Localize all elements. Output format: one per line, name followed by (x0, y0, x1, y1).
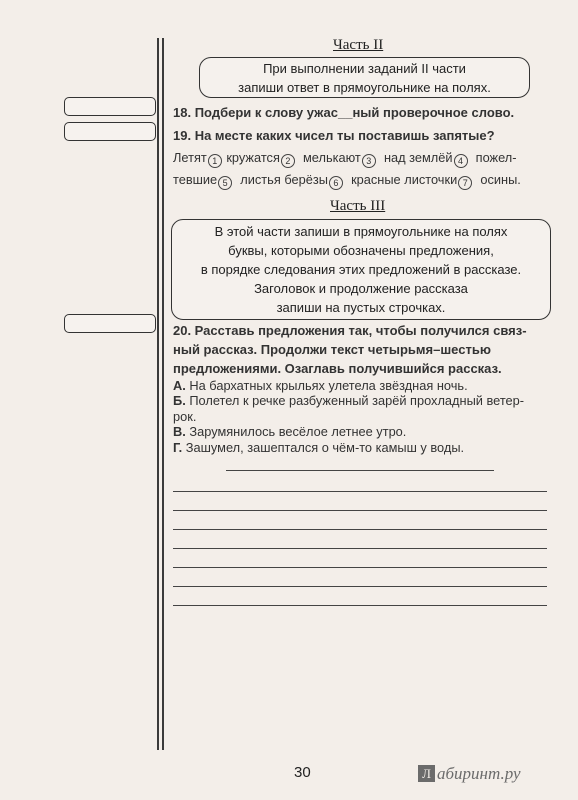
answer-box-19[interactable] (64, 122, 156, 141)
part2-instruction-box (199, 57, 530, 98)
margin-line-left (157, 38, 159, 750)
sentence-a-text: На бархатных крыльях улетела звёздная ночь. (189, 378, 468, 393)
sentence-g (173, 440, 553, 456)
word-8: красные листочки (351, 172, 458, 187)
word-9: осины. (480, 172, 521, 187)
number-circle-1: 1 (208, 154, 222, 168)
page-number: 30 (294, 764, 311, 781)
task-18-text: Подбери к слову ужас__ный проверочное слово. (194, 105, 515, 120)
number-circle-7: 7 (458, 176, 472, 190)
word-5: пожел- (475, 150, 517, 165)
writing-line[interactable] (173, 510, 547, 511)
word-3: мелькают (303, 150, 361, 165)
number-circle-3: 3 (362, 154, 376, 168)
sentence-g-text: Зашумел, зашептался о чём-то камыш у воды. (185, 440, 465, 455)
part3-note-line4: Заголовок и продолжение рассказа (254, 281, 468, 296)
writing-line[interactable] (173, 586, 547, 587)
part2-title: Часть II (333, 37, 384, 53)
word-2: кружатся (226, 150, 280, 165)
part3-note-line3: в порядке следования этих предложений в рассказе. (200, 262, 522, 277)
part3-note-line1: В этой части запиши в прямоугольнике на полях (214, 224, 508, 239)
sentence-v-label: В. (173, 424, 186, 439)
part2-note-line1: При выполнении заданий II части (263, 61, 466, 76)
sentence-b-label: Б. (173, 393, 186, 408)
word-7: листья берёзы (240, 172, 328, 187)
sentence-b (173, 393, 553, 425)
word-4: над землёй (383, 150, 453, 165)
part3-note-line2: буквы, которыми обозначены предложения, (228, 243, 494, 258)
task-20-line3: предложениями. Озаглавь получившийся рассказ. (173, 361, 502, 376)
word-1: Летят (173, 150, 207, 165)
writing-line[interactable] (173, 567, 547, 568)
writing-line-title[interactable] (226, 470, 494, 471)
task-18-number: 18. (173, 105, 192, 120)
answer-box-18[interactable] (64, 97, 156, 116)
sentence-v-text: Зарумянилось весёлое летнее утро. (189, 424, 407, 439)
task-20-line1: 20. Расставь предложения так, чтобы получился связ- (173, 323, 527, 338)
writing-line[interactable] (173, 548, 547, 549)
task-18 (173, 105, 514, 120)
number-circle-6: 6 (329, 176, 343, 190)
writing-line[interactable] (173, 529, 547, 530)
answer-box-20[interactable] (64, 314, 156, 333)
sentence-v (173, 424, 553, 440)
sentence-g-label: Г. (173, 440, 183, 455)
sentence-b-text1: Полетел к речке разбуженный зарёй прохладный ветер- (189, 393, 525, 408)
watermark-text: абиринт.ру (437, 764, 521, 783)
task-19 (173, 128, 495, 143)
task-19-text: На месте каких чисел ты поставишь запятые? (194, 128, 495, 143)
task-19-words (173, 147, 553, 191)
watermark-logo: Л (418, 765, 435, 782)
sentence-b-text2: рок. (173, 409, 197, 424)
margin-line-right (162, 38, 164, 750)
task-20-instruction (173, 321, 563, 378)
number-circle-2: 2 (281, 154, 295, 168)
part3-title: Часть III (330, 198, 386, 214)
word-6: тевшие (173, 172, 218, 187)
task-20-line2: ный рассказ. Продолжи текст четырьмя–шестью (173, 342, 491, 357)
watermark (418, 764, 521, 784)
number-circle-4: 4 (454, 154, 468, 168)
number-circle-5: 5 (218, 176, 232, 190)
part3-note-line5: запиши на пустых строчках. (276, 300, 446, 315)
sentence-a-label: А. (173, 378, 186, 393)
writing-line[interactable] (173, 605, 547, 606)
part2-note-line2: запиши ответ в прямоугольнике на полях. (238, 80, 491, 95)
task-19-number: 19. (173, 128, 192, 143)
writing-line[interactable] (173, 491, 547, 492)
sentence-a (173, 378, 553, 394)
part3-instruction-box (171, 219, 551, 320)
